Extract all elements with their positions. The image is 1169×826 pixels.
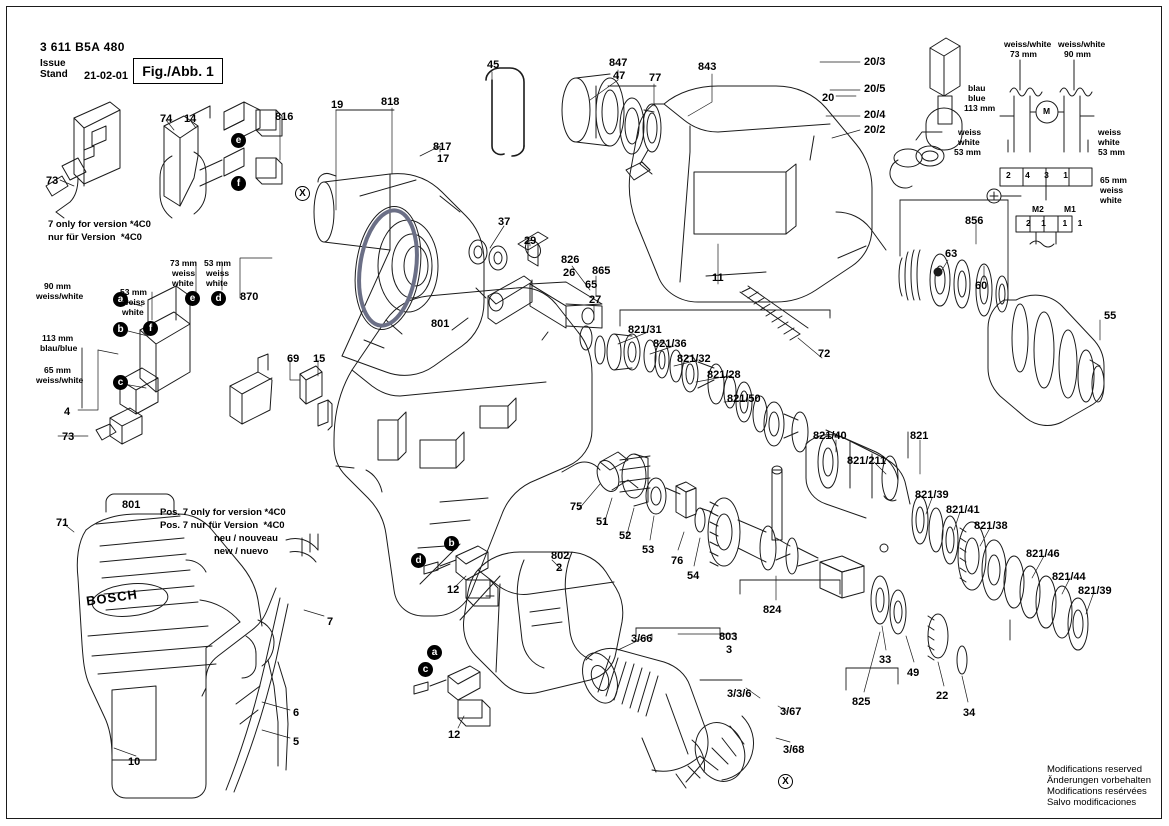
terminal-numbers-top: 2 4 3 1	[1006, 170, 1074, 180]
part-callout: 60	[975, 280, 988, 292]
marker-x-icon: X	[295, 186, 310, 201]
part-callout: 803	[719, 631, 738, 643]
wire-color-73-1: weiss	[172, 268, 196, 278]
wiring-top-left-len: 73 mm	[1010, 49, 1037, 59]
part-callout: 12	[447, 584, 460, 596]
part-callout: 821/41	[946, 504, 980, 516]
part-callout: 5	[293, 736, 300, 748]
part-callout: 821/50	[727, 393, 761, 405]
part-callout: 52	[619, 530, 632, 542]
marker-x-icon: X	[778, 774, 793, 789]
footer-notes	[1047, 764, 1151, 808]
part-callout: 20/3	[864, 56, 886, 68]
part-callout: 14	[184, 113, 197, 125]
wire-len-113: 113 mm	[42, 333, 74, 343]
part-callout: 4	[64, 406, 71, 418]
part-callout: 15	[313, 353, 326, 365]
part-callout: 865	[592, 265, 611, 277]
figure-label: Fig./Abb. 1	[133, 58, 223, 84]
wire-color-53-left-2: white	[122, 307, 144, 317]
part-callout: 870	[240, 291, 259, 303]
issue-date: 21-02-01	[84, 70, 129, 82]
part-callout: 33	[879, 654, 892, 666]
part-callout: 11	[712, 272, 724, 284]
part-callout: 22	[936, 690, 949, 702]
part-callout: 54	[687, 570, 700, 582]
part-callout: 817	[433, 141, 452, 153]
part-callout: 801	[122, 499, 141, 511]
wire-color-53-right-1: weiss	[206, 268, 230, 278]
part-callout: 20	[822, 92, 835, 104]
part-callout: 26	[563, 267, 576, 279]
wire-len-73: 73 mm	[170, 258, 197, 268]
marker-a-icon: a	[113, 292, 128, 307]
part-callout: 843	[698, 61, 717, 73]
issue-label	[40, 58, 68, 80]
part-callout: 821/28	[707, 369, 741, 381]
wire-len-53-right: 53 mm	[204, 258, 231, 268]
part-callout: 821/39	[915, 489, 949, 501]
part-callout: 847	[609, 57, 628, 69]
wiring-white-right: white	[1098, 137, 1120, 147]
part-callout: 75	[570, 501, 583, 513]
part-callout: 3/3/6	[727, 688, 752, 700]
part-callout: 3/66	[631, 633, 653, 645]
wire-color-53-right-2: white	[206, 278, 228, 288]
marker-c-icon: c	[113, 375, 128, 390]
part-callout: 821/46	[1026, 548, 1060, 560]
part-callout: 19	[331, 99, 344, 111]
part-callout: 20/2	[864, 124, 886, 136]
wiring-weiss-left: weiss	[958, 127, 982, 137]
wiring-top-right-len: 90 mm	[1064, 49, 1091, 59]
part-callout: 816	[275, 111, 294, 123]
part-callout: 69	[287, 353, 300, 365]
part-callout: 55	[1104, 310, 1117, 322]
part-callout: 821	[910, 430, 929, 442]
part-callout: 12	[448, 729, 461, 741]
version-note-de: nur für Version *4C0	[48, 232, 142, 243]
footer-line-es: Salvo modificaciones	[1046, 797, 1137, 808]
part-callout: 824	[763, 604, 782, 616]
footer-line-de: Änderungen vorbehalten	[1046, 775, 1151, 786]
diagram-border	[6, 6, 1162, 819]
part-callout: 37	[498, 216, 511, 228]
part-callout: 20/5	[864, 83, 886, 95]
part-callout: 3	[726, 644, 733, 656]
part-callout: 72	[818, 348, 831, 360]
pos7-note-en: Pos. 7 only for version *4C0	[160, 507, 286, 518]
footer-line-fr: Modifications resérvées	[1046, 786, 1147, 797]
bosch-logo: BOSCH	[85, 586, 139, 609]
wiring-white-bottom: white	[1100, 195, 1122, 205]
part-callout: 27	[589, 294, 602, 306]
marker-a-icon: a	[427, 645, 442, 660]
part-callout: 856	[965, 215, 984, 227]
wiring-blue: blue	[968, 93, 986, 103]
part-callout: 71	[56, 517, 69, 529]
part-callout: 826	[561, 254, 580, 266]
marker-d-icon: d	[411, 553, 426, 568]
footer-line-en: Modifications reserved	[1046, 764, 1142, 775]
wire-len-90: 90 mm	[44, 281, 71, 291]
marker-d-icon: d	[211, 291, 226, 306]
part-callout: 17	[437, 153, 450, 165]
marker-e-icon: e	[231, 133, 246, 148]
marker-b-icon: b	[113, 322, 128, 337]
wiring-weiss-bottom: weiss	[1100, 185, 1124, 195]
marker-b-icon: b	[444, 536, 459, 551]
wiring-top-right-color: weiss/white	[1058, 39, 1106, 49]
part-callout: 74	[160, 113, 173, 125]
part-callout: 821/31	[628, 324, 662, 336]
pos7-note-de: Pos. 7 nur für Version *4C0	[160, 520, 285, 531]
wire-color-65: weiss/white	[36, 375, 84, 385]
wiring-65mm: 65 mm	[1100, 175, 1127, 185]
m1-label: M1	[1064, 204, 1076, 214]
wiring-top-left-color: weiss/white	[1004, 39, 1052, 49]
version-note-en: 7 only for version *4C0	[48, 219, 151, 230]
part-callout: 821/211	[847, 455, 887, 467]
part-callout: 3/68	[783, 744, 805, 756]
part-callout: 821/32	[677, 353, 711, 365]
part-callout: 29	[524, 235, 537, 247]
marker-f-icon: f	[231, 176, 246, 191]
wire-len-53-left: 53 mm	[120, 287, 147, 297]
part-callout: 821/38	[974, 520, 1008, 532]
m2-label: M2	[1032, 204, 1044, 214]
part-callout: 10	[128, 756, 141, 768]
wiring-white-left: white	[958, 137, 980, 147]
part-callout: 802	[551, 550, 570, 562]
wiring-53mm-left: 53 mm	[954, 147, 981, 157]
issue-label-de: Stand	[40, 69, 68, 80]
part-callout: 73	[46, 175, 59, 187]
part-callout: 51	[596, 516, 609, 528]
part-callout: 2	[556, 562, 563, 574]
part-callout: 45	[487, 59, 500, 71]
part-callout: 49	[907, 667, 920, 679]
part-callout: 821/40	[813, 430, 847, 442]
part-callout: 34	[963, 707, 976, 719]
wiring-113mm: 113 mm	[964, 103, 996, 113]
marker-c-icon: c	[418, 662, 433, 677]
part-callout: 821/39	[1078, 585, 1112, 597]
part-callout: 63	[945, 248, 958, 260]
terminal-numbers-bottom: 2 1 1 1	[1026, 218, 1087, 228]
wire-len-65: 65 mm	[44, 365, 71, 375]
part-number: 3 611 B5A 480	[40, 40, 125, 54]
marker-e-icon: e	[185, 291, 200, 306]
wire-color-53-left-1: weiss	[122, 297, 146, 307]
part-callout: 7	[327, 616, 334, 628]
part-callout: 77	[649, 72, 662, 84]
part-callout: 20/4	[864, 109, 886, 121]
part-callout: 818	[381, 96, 400, 108]
part-callout: 53	[642, 544, 655, 556]
motor-symbol-label: M	[1043, 106, 1051, 116]
wiring-53mm-right: 53 mm	[1098, 147, 1125, 157]
part-callout: 47	[613, 70, 626, 82]
part-callout: 825	[852, 696, 871, 708]
part-callout: 73	[62, 431, 75, 443]
wire-color-113: blau/blue	[40, 343, 78, 353]
part-callout: 3/67	[780, 706, 802, 718]
wire-color-73-2: white	[172, 278, 194, 288]
wiring-blau: blau	[968, 83, 986, 93]
wiring-weiss-right: weiss	[1098, 127, 1122, 137]
part-callout: 821/36	[653, 338, 687, 350]
part-callout: 76	[671, 555, 684, 567]
part-callout: 6	[293, 707, 300, 719]
pos7-note-new-en: new / nuevo	[214, 546, 269, 557]
part-callout: 65	[585, 279, 598, 291]
part-callout: 821/44	[1052, 571, 1086, 583]
part-callout: 801	[431, 318, 450, 330]
issue-label-en: Issue	[40, 58, 66, 69]
marker-f-icon: f	[143, 321, 158, 336]
wire-color-90: weiss/white	[36, 291, 84, 301]
pos7-note-new-de: neu / nouveau	[214, 533, 278, 544]
